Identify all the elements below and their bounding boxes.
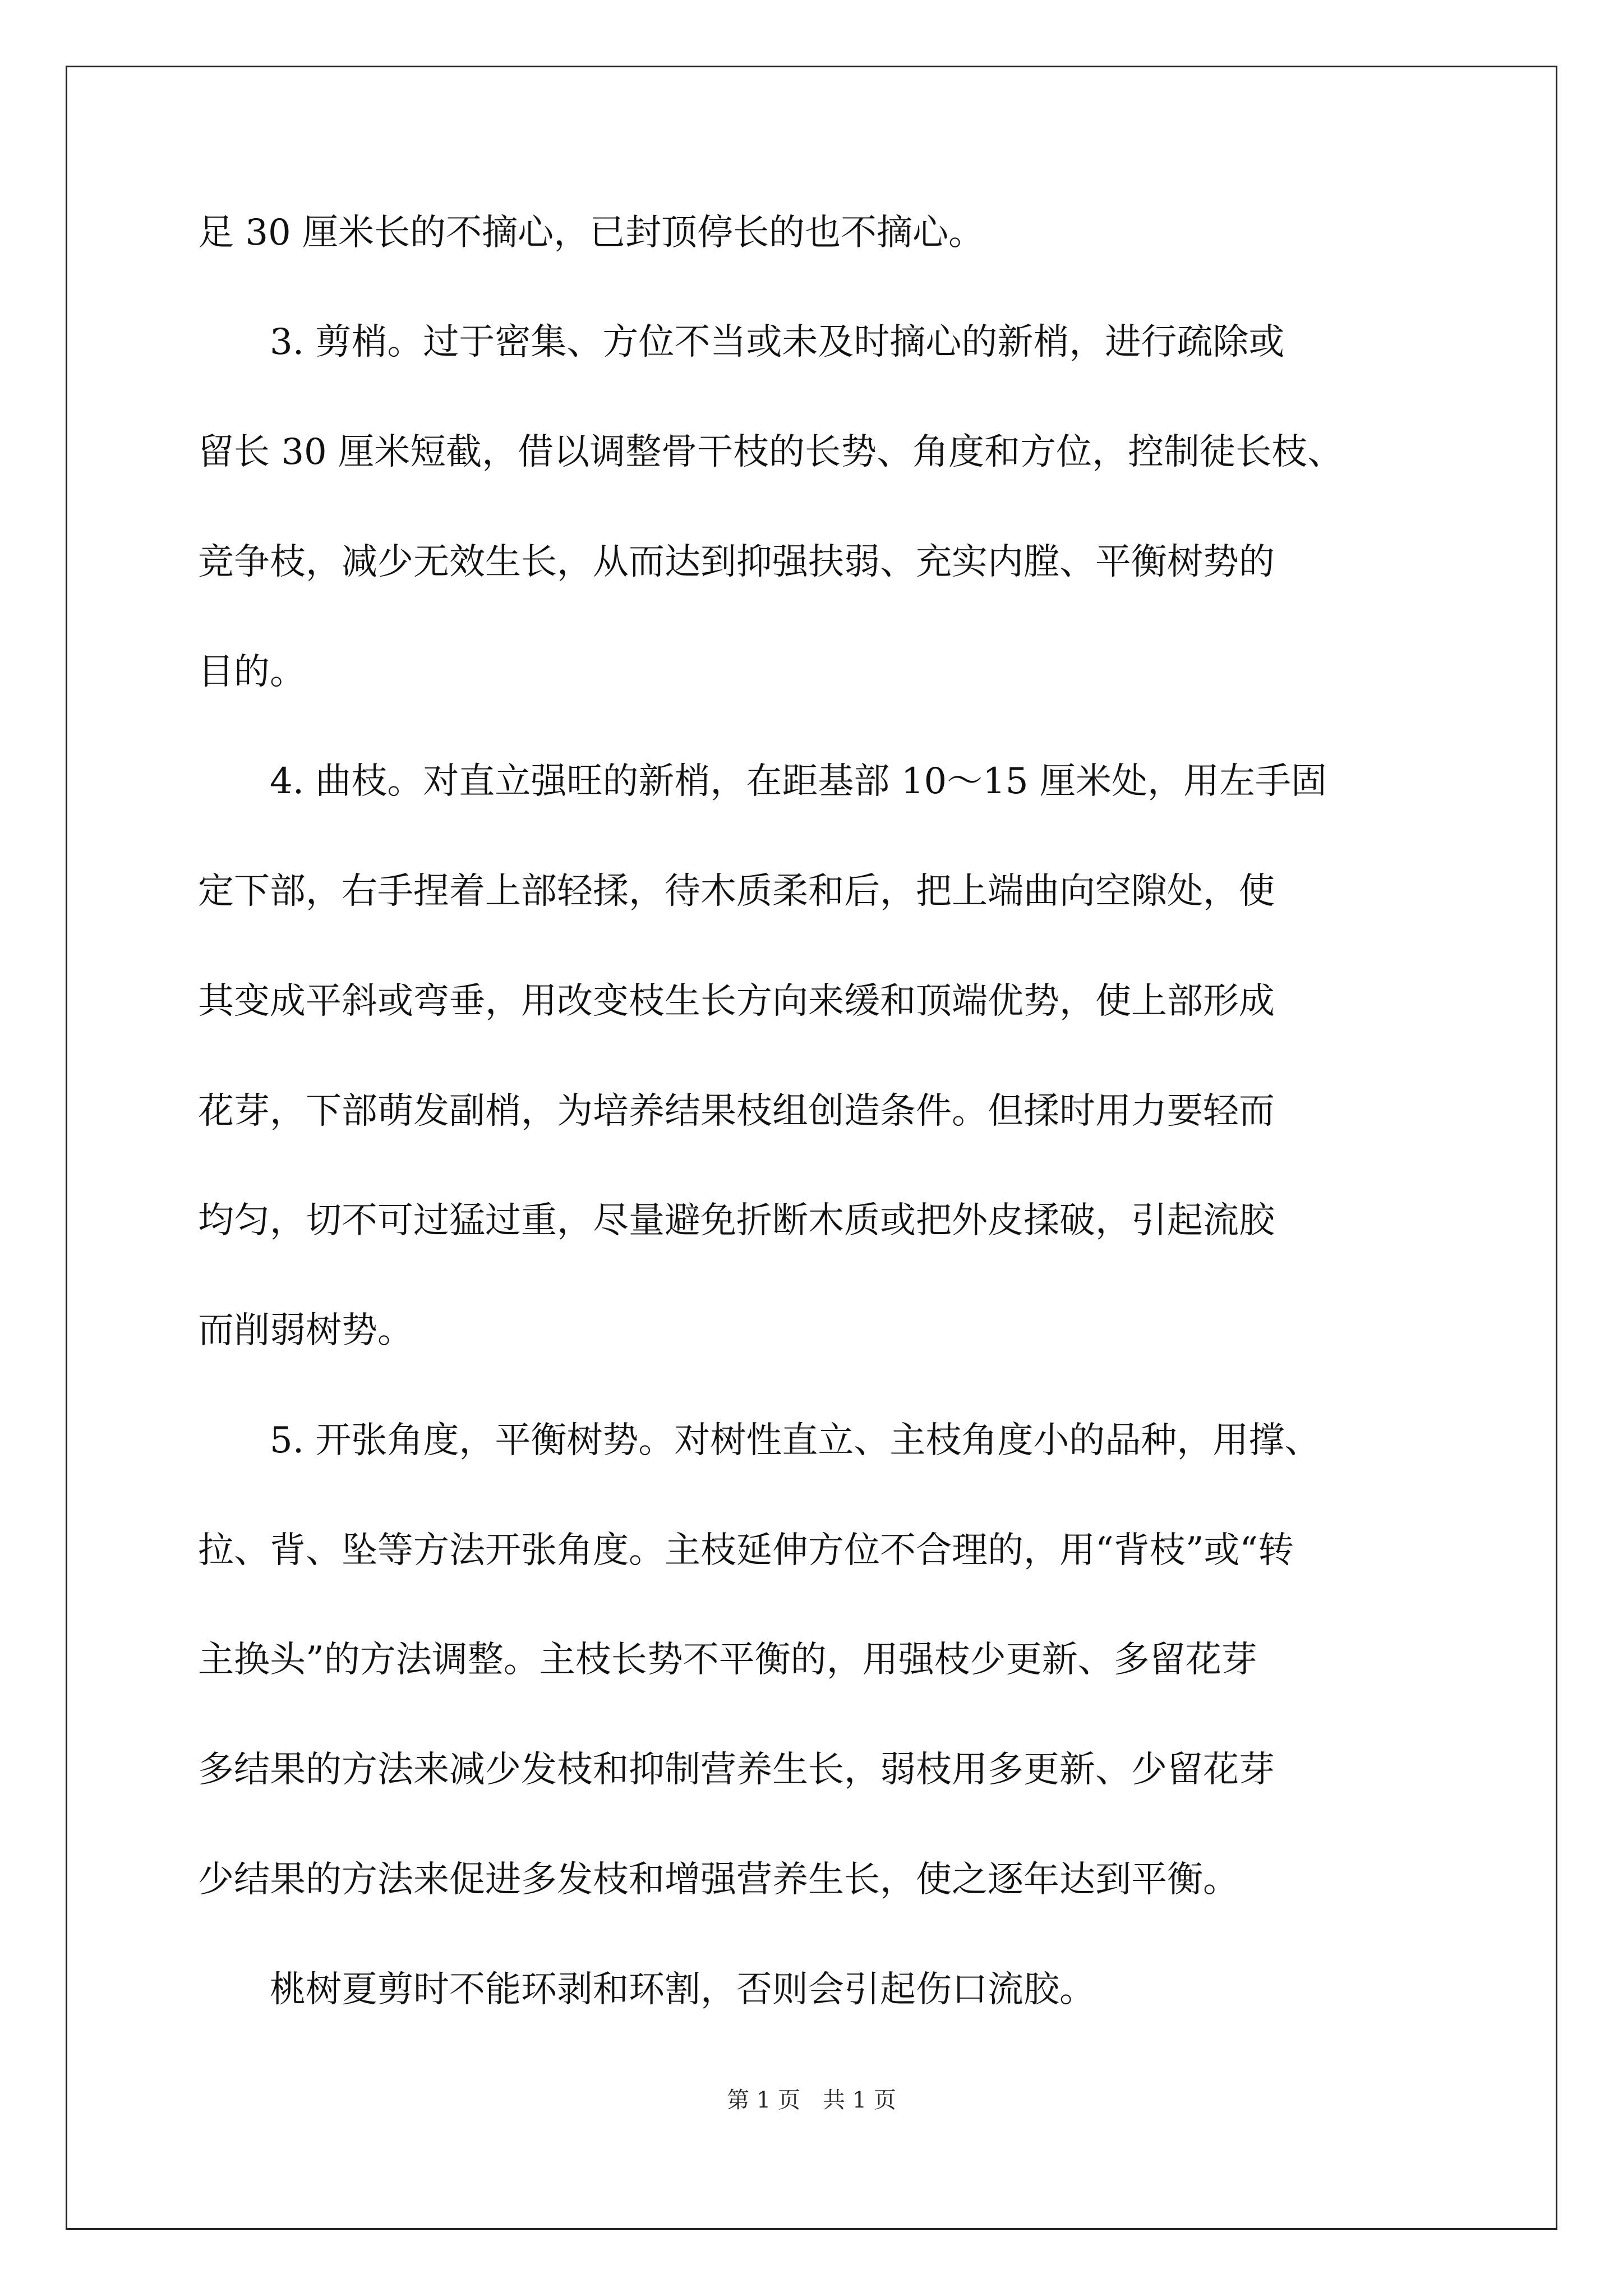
text-line: 目的。	[198, 651, 306, 693]
text-line: 足 30 厘米长的不摘心，已封顶停长的也不摘心。	[198, 212, 985, 254]
text-line: 留长 30 厘米短截，借以调整骨干枝的长势、角度和方位，控制徒长枝、	[198, 431, 1344, 473]
page-border	[66, 66, 1557, 2230]
text-line: 3. 剪梢。过于密集、方位不当或未及时摘心的新梢，进行疏除或	[270, 321, 1285, 363]
text-line: 桃树夏剪时不能环剥和环割，否则会引起伤口流胶。	[270, 1969, 1095, 2010]
text-line: 而削弱树势。	[198, 1310, 413, 1351]
text-line: 4. 曲枝。对直立强旺的新梢，在距基部 10～15 厘米处，用左手固	[270, 761, 1327, 802]
page-number-footer: 第 1 页 共 1 页	[727, 2087, 896, 2113]
text-line: 5. 开张角度，平衡树势。对树性直立、主枝角度小的品种，用撑、	[270, 1420, 1321, 1461]
text-line: 少结果的方法来促进多发枝和增强营养生长，使之逐年达到平衡。	[198, 1859, 1239, 1901]
text-line: 多结果的方法来减少发枝和抑制营养生长，弱枝用多更新、少留花芽	[198, 1749, 1275, 1791]
text-line: 竞争枝，减少无效生长，从而达到抑强扶弱、充实内膛、平衡树势的	[198, 541, 1275, 583]
text-line: 均匀，切不可过猛过重，尽量避免折断木质或把外皮揉破，引起流胶	[198, 1200, 1275, 1241]
text-line: 其变成平斜或弯垂，用改变枝生长方向来缓和顶端优势，使上部形成	[198, 981, 1275, 1022]
text-line: 定下部，右手捏着上部轻揉，待木质柔和后，把上端曲向空隙处，使	[198, 871, 1275, 912]
text-line: 拉、背、坠等方法开张角度。主枝延伸方位不合理的，用“背枝”或“转	[198, 1530, 1294, 1571]
text-line: 主换头”的方法调整。主枝长势不平衡的，用强枝少更新、多留花芽	[198, 1639, 1257, 1681]
text-line: 花芽，下部萌发副梢，为培养结果枝组创造条件。但揉时用力要轻而	[198, 1091, 1275, 1132]
